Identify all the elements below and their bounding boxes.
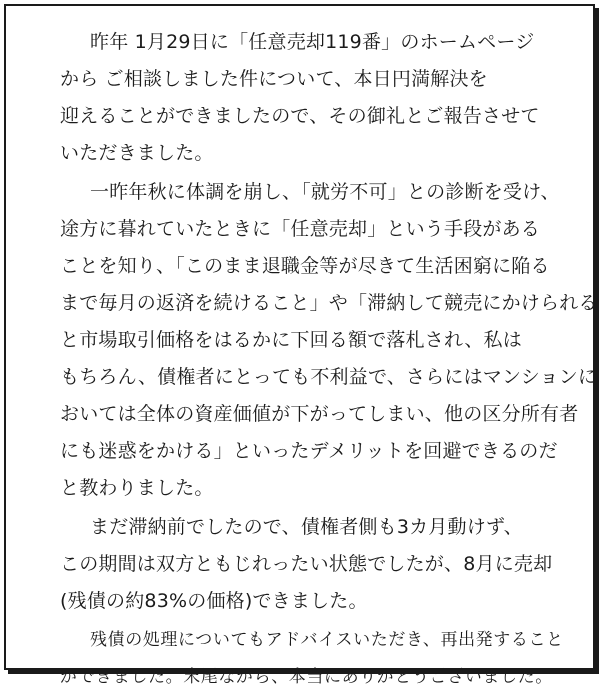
- letter-line: まで毎月の返済を続けること」や「滞納して競売にかけられる: [60, 292, 598, 314]
- paragraph-1: [60, 24, 571, 172]
- letter-line: この期間は双方ともじれったい状態でしたが、8月に売却: [60, 553, 553, 575]
- letter-line: 迎えることができましたので、その御礼とご報告させて: [60, 105, 540, 127]
- letter-line: から ご相談しました件について、本日円満解決を: [60, 68, 488, 90]
- letter-line: いただきました。: [60, 142, 214, 164]
- letter-line: にも迷惑をかける」といったデメリットを回避できるのだ: [60, 440, 558, 462]
- letter-line: ができました。末尾ながら、本当にありがとうございました。: [60, 667, 553, 687]
- paragraph-4: [60, 622, 571, 696]
- letter-line: 昨年 1月29日に「任意売却119番」のホームページ: [90, 31, 535, 53]
- letter-line: (残債の約83%の価格)できました。: [60, 590, 368, 612]
- letter-line: おいては全体の資産価値が下がってしまい、他の区分所有者: [60, 403, 579, 425]
- letter-line: 残債の処理についてもアドバイスいただき、再出発すること: [90, 630, 564, 650]
- paragraph-3: [60, 509, 571, 620]
- paragraph-2: [60, 174, 598, 507]
- letter-line: 一昨年秋に体調を崩し、「就労不可」との診断を受け、: [90, 181, 560, 203]
- letter-line: と教わりました。: [60, 477, 214, 499]
- letter-line: と市場取引価格をはるかに下回る額で落札され、私は: [60, 329, 522, 351]
- letter-line: 途方に暮れていたときに「任意売却」という手段がある: [60, 218, 541, 240]
- letter-body: [60, 24, 598, 696]
- letter-line: ことを知り、「このまま退職金等が尽きて生活困窮に陥る: [60, 255, 550, 277]
- letter-line: まだ滞納前でしたので、債権者側も3カ月動けず、: [90, 516, 523, 538]
- letter-line: もちろん、債権者にとっても不利益で、さらにはマンションに: [60, 366, 598, 388]
- letter-frame: [4, 4, 598, 687]
